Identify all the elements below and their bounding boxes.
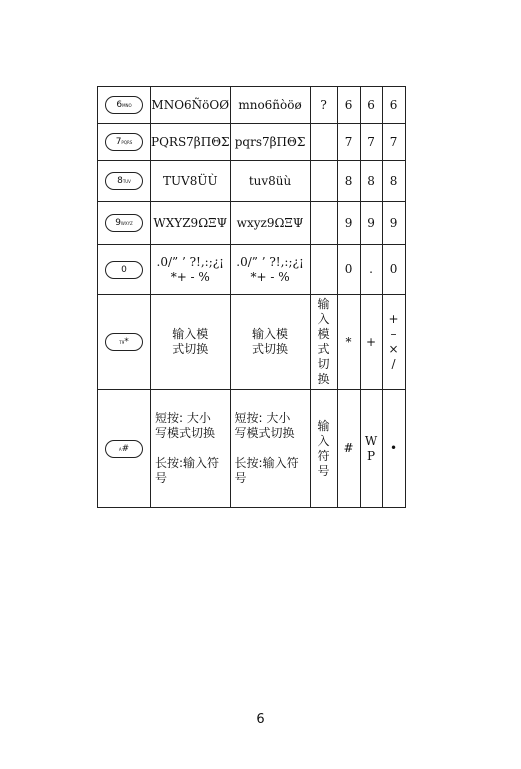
lowercase-chars: 输入模 式切换 (230, 295, 310, 390)
col4-value: 8 (337, 161, 360, 202)
col5-value: + (360, 295, 382, 390)
col5-value: 9 (360, 202, 382, 245)
col3-value (310, 245, 337, 295)
table-row-key-hash (98, 390, 406, 508)
key-hash-icon: A# (105, 440, 143, 458)
table-row-key-star (98, 295, 406, 390)
table-row-key-6 (98, 87, 406, 124)
col3-value (310, 202, 337, 245)
key-cell (98, 202, 151, 245)
table-row-key-8 (98, 161, 406, 202)
uppercase-chars: 输入模 式切换 (151, 295, 231, 390)
uppercase-chars: TUV8ÜÙ (151, 161, 231, 202)
key-cell (98, 295, 151, 390)
col4-value: # (337, 390, 360, 508)
lowercase-chars: mno6ñòöø (230, 87, 310, 124)
key-cell (98, 87, 151, 124)
col4-value: 0 (337, 245, 360, 295)
uppercase-chars: .0/” ’ ?!,:;¿¡ *+ - % (151, 245, 231, 295)
key-cell (98, 161, 151, 202)
key-star-icon: T9* (105, 333, 143, 351)
col4-value: 6 (337, 87, 360, 124)
lowercase-chars: tuv8üù (230, 161, 310, 202)
key-9-icon: 9WXYZ (105, 214, 143, 232)
uppercase-chars: 短按: 大小 写模式切换 长按:输入符 号 (151, 390, 231, 508)
col5-value: . (360, 245, 382, 295)
col3-value: ? (310, 87, 337, 124)
col4-value: 7 (337, 124, 360, 161)
key-6-icon: 6MNO (105, 96, 143, 114)
key-7-icon: 7PQRS (105, 133, 143, 151)
table-row-key-0 (98, 245, 406, 295)
col6-value: • (382, 390, 405, 508)
lowercase-chars: .0/” ’ ?!,:;¿¡ *+ - % (230, 245, 310, 295)
key-cell (98, 124, 151, 161)
col3-value (310, 124, 337, 161)
key-mapping-table (97, 86, 406, 508)
col6-value: 7 (382, 124, 405, 161)
col3-value: 输入模式切换 (310, 295, 337, 390)
col6-value: 8 (382, 161, 405, 202)
table-row-key-7 (98, 124, 406, 161)
col6-value: 0 (382, 245, 405, 295)
col4-value: 9 (337, 202, 360, 245)
key-cell (98, 390, 151, 508)
lowercase-chars: wxyz9ΩΞΨ (230, 202, 310, 245)
key-8-icon: 8TUV (105, 172, 143, 190)
col5-value: 6 (360, 87, 382, 124)
key-cell (98, 245, 151, 295)
col5-value: 7 (360, 124, 382, 161)
lowercase-chars: pqrs7βΠΘΣ (230, 124, 310, 161)
col3-value (310, 161, 337, 202)
col6-value: 6 (382, 87, 405, 124)
uppercase-chars: PQRS7βΠΘΣ (151, 124, 231, 161)
key-0-icon: 0 (105, 261, 143, 279)
col5-value: 8 (360, 161, 382, 202)
lowercase-chars: 短按: 大小 写模式切换 长按:输入符 号 (230, 390, 310, 508)
col6-value: 9 (382, 202, 405, 245)
table-row-key-9 (98, 202, 406, 245)
col4-value: * (337, 295, 360, 390)
col5-value: W P (360, 390, 382, 508)
col3-value: 输入符号 (310, 390, 337, 508)
uppercase-chars: MNO6ÑöOØ (151, 87, 231, 124)
page-number: 6 (256, 712, 265, 727)
uppercase-chars: WXYZ9ΩΞΨ (151, 202, 231, 245)
col6-value: + – × / (382, 295, 405, 390)
